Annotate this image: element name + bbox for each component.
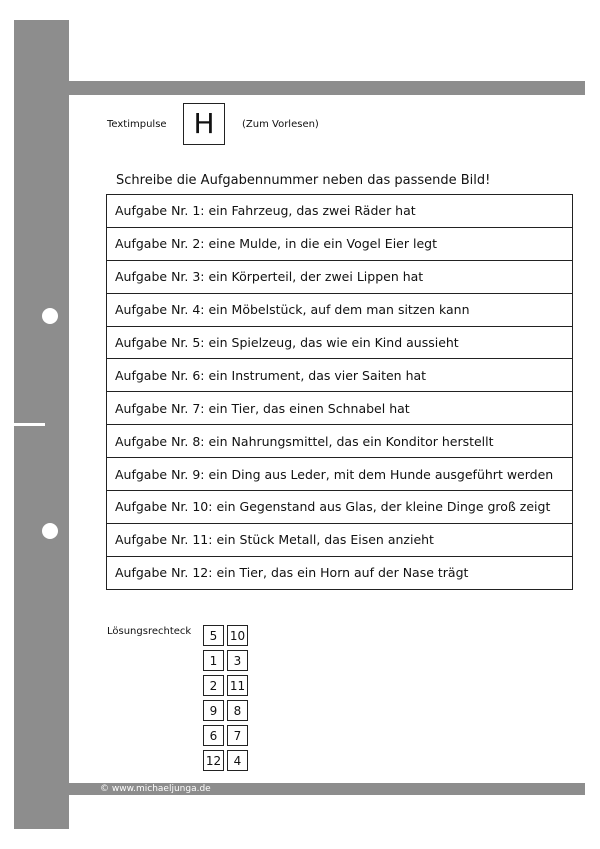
top-bar	[69, 81, 585, 95]
task-text: Aufgabe Nr. 5: ein Spielzeug, das wie ein Kind aussieht	[107, 326, 573, 359]
task-table	[106, 194, 573, 590]
solution-cell: 6	[203, 725, 224, 746]
task-text: Aufgabe Nr. 10: ein Gegenstand aus Glas, der kleine Dinge groß zeigt	[107, 491, 573, 524]
task-text: Aufgabe Nr. 8: ein Nahrungsmittel, das ein Konditor herstellt	[107, 425, 573, 458]
header-label: Textimpulse	[107, 119, 167, 130]
solution-cell: 2	[203, 675, 224, 696]
letter-box: H	[183, 103, 225, 145]
task-text: Aufgabe Nr. 2: eine Mulde, in die ein Vogel Eier legt	[107, 227, 573, 260]
solution-grid	[203, 625, 248, 771]
task-text: Aufgabe Nr. 6: ein Instrument, das vier Saiten hat	[107, 359, 573, 392]
solution-cell: 9	[203, 700, 224, 721]
solution-cell: 1	[203, 650, 224, 671]
task-row	[107, 425, 573, 458]
task-text: Aufgabe Nr. 3: ein Körperteil, der zwei Lippen hat	[107, 260, 573, 293]
task-row	[107, 227, 573, 260]
task-row	[107, 556, 573, 589]
task-row	[107, 326, 573, 359]
task-row	[107, 293, 573, 326]
task-row	[107, 392, 573, 425]
task-text: Aufgabe Nr. 1: ein Fahrzeug, das zwei Räder hat	[107, 195, 573, 228]
solution-cell: 3	[227, 650, 248, 671]
instruction-text: Schreibe die Aufgabennummer neben das passende Bild!	[116, 173, 491, 188]
solution-cell: 7	[227, 725, 248, 746]
task-text: Aufgabe Nr. 11: ein Stück Metall, das Eisen anzieht	[107, 523, 573, 556]
solution-cell: 12	[203, 750, 224, 771]
task-row	[107, 359, 573, 392]
solution-cell: 10	[227, 625, 248, 646]
fold-mark	[14, 423, 45, 426]
task-text: Aufgabe Nr. 12: ein Tier, das ein Horn auf der Nase trägt	[107, 556, 573, 589]
header-note: (Zum Vorlesen)	[242, 119, 319, 130]
task-row	[107, 491, 573, 524]
solution-label: Lösungsrechteck	[107, 626, 192, 637]
solution-cell: 4	[227, 750, 248, 771]
task-row	[107, 458, 573, 491]
task-row	[107, 195, 573, 228]
task-text: Aufgabe Nr. 4: ein Möbelstück, auf dem man sitzen kann	[107, 293, 573, 326]
solution-cell: 11	[227, 675, 248, 696]
copyright-text: © www.michaeljunga.de	[100, 784, 211, 794]
task-row	[107, 260, 573, 293]
solution-cell: 5	[203, 625, 224, 646]
punch-hole-top	[42, 308, 58, 324]
task-row	[107, 523, 573, 556]
solution-cell: 8	[227, 700, 248, 721]
punch-hole-bottom	[42, 523, 58, 539]
task-text: Aufgabe Nr. 9: ein Ding aus Leder, mit dem Hunde ausgeführt werden	[107, 458, 573, 491]
task-text: Aufgabe Nr. 7: ein Tier, das einen Schnabel hat	[107, 392, 573, 425]
